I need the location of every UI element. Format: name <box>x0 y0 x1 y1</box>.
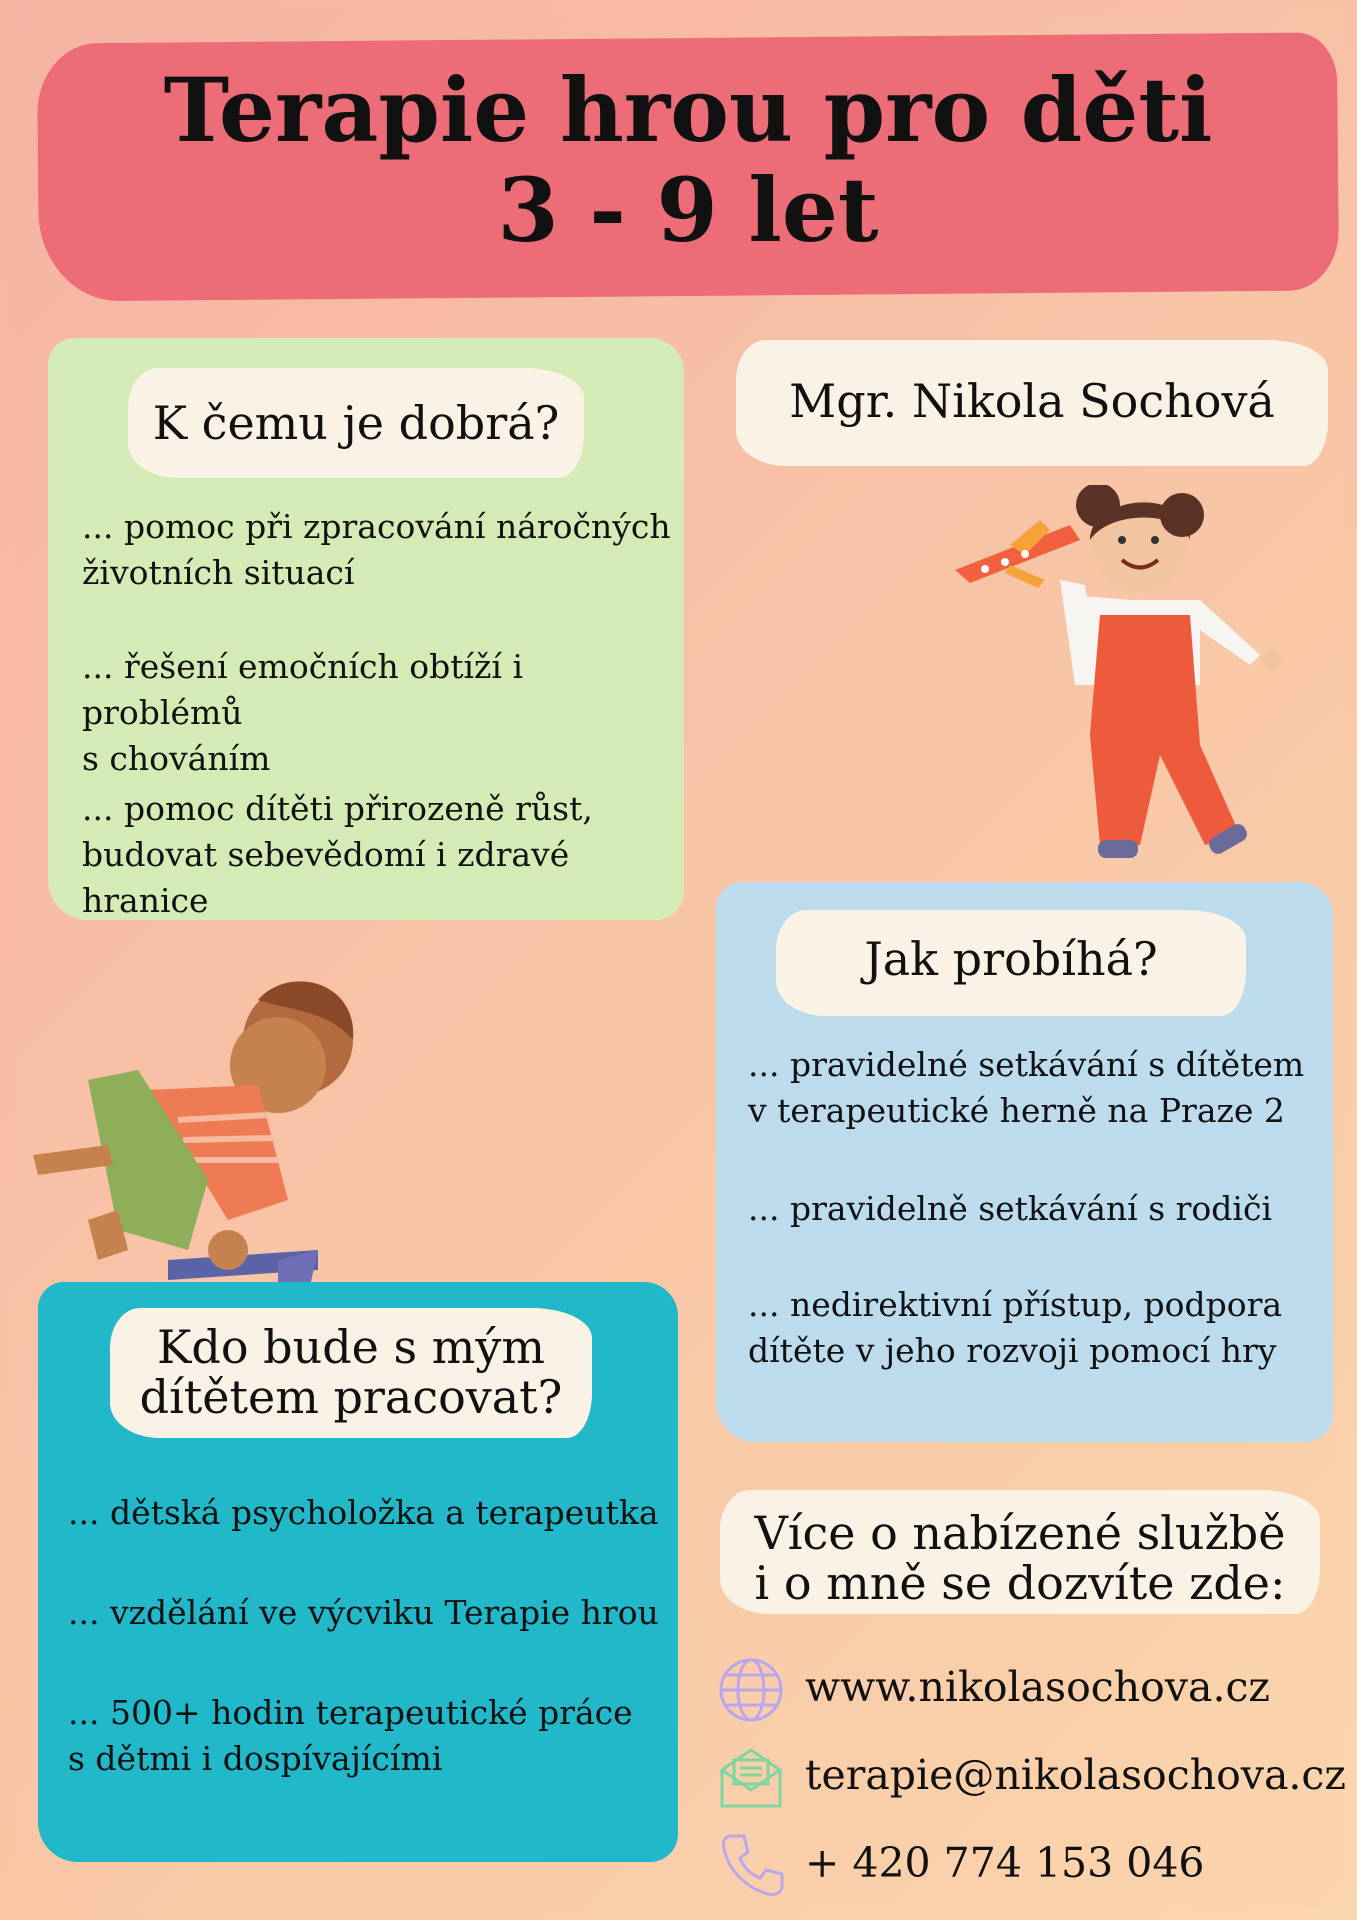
author-name: Mgr. Nikola Sochová <box>789 374 1275 428</box>
benefit-item-3: ... pomoc dítěti přirozeně růst, budovat sebevědomí i zdravé hranice <box>82 789 593 920</box>
process-item-3: ... nedirektivní přístup, podpora dítěte v jeho rozvoji pomocí hry <box>748 1285 1283 1370</box>
phone-icon <box>718 1830 788 1900</box>
therapist-item-2: ... vzdělání ve výcviku Terapie hrou <box>68 1593 659 1632</box>
benefit-item-2: ... řešení emočních obtíží i problémů s chováním <box>82 647 524 778</box>
website-link[interactable]: www.nikolasochova.cz <box>805 1663 1271 1711</box>
benefits-heading: K čemu je dobrá? <box>152 396 560 450</box>
toy-airplane-icon <box>955 520 1080 588</box>
title-line-1: Terapie hrou pro děti <box>163 58 1213 162</box>
title-line-2: 3 - 9 let <box>497 158 879 262</box>
therapist-heading: Kdo bude s mým dítětem pracovat? <box>139 1320 563 1424</box>
envelope-icon <box>716 1742 786 1812</box>
process-item-1: ... pravidelné setkávání s dítětem v terapeutické herně na Praze 2 <box>748 1045 1305 1130</box>
benefit-item-1: ... pomoc při zpracování náročných životních situací <box>82 507 671 592</box>
process-item-2: ... pravidelně setkávání s rodiči <box>748 1189 1273 1228</box>
boy-playing-illustration <box>28 970 388 1310</box>
therapist-item-1: ... dětská psycholožka a terapeutka <box>68 1493 659 1532</box>
globe-icon <box>716 1655 786 1725</box>
phone-link[interactable]: + 420 774 153 046 <box>805 1839 1205 1887</box>
therapist-item-3: ... 500+ hodin terapeutické práce s dětmi i dospívajícími <box>68 1693 633 1778</box>
email-link[interactable]: terapie@nikolasochova.cz <box>805 1751 1346 1799</box>
more-info-heading: Více o nabízené službě i o mně se dozvíte zde: <box>754 1506 1286 1610</box>
page-title <box>38 60 1338 260</box>
process-heading: Jak probíhá? <box>864 932 1158 986</box>
girl-with-airplane-illustration <box>950 485 1300 895</box>
